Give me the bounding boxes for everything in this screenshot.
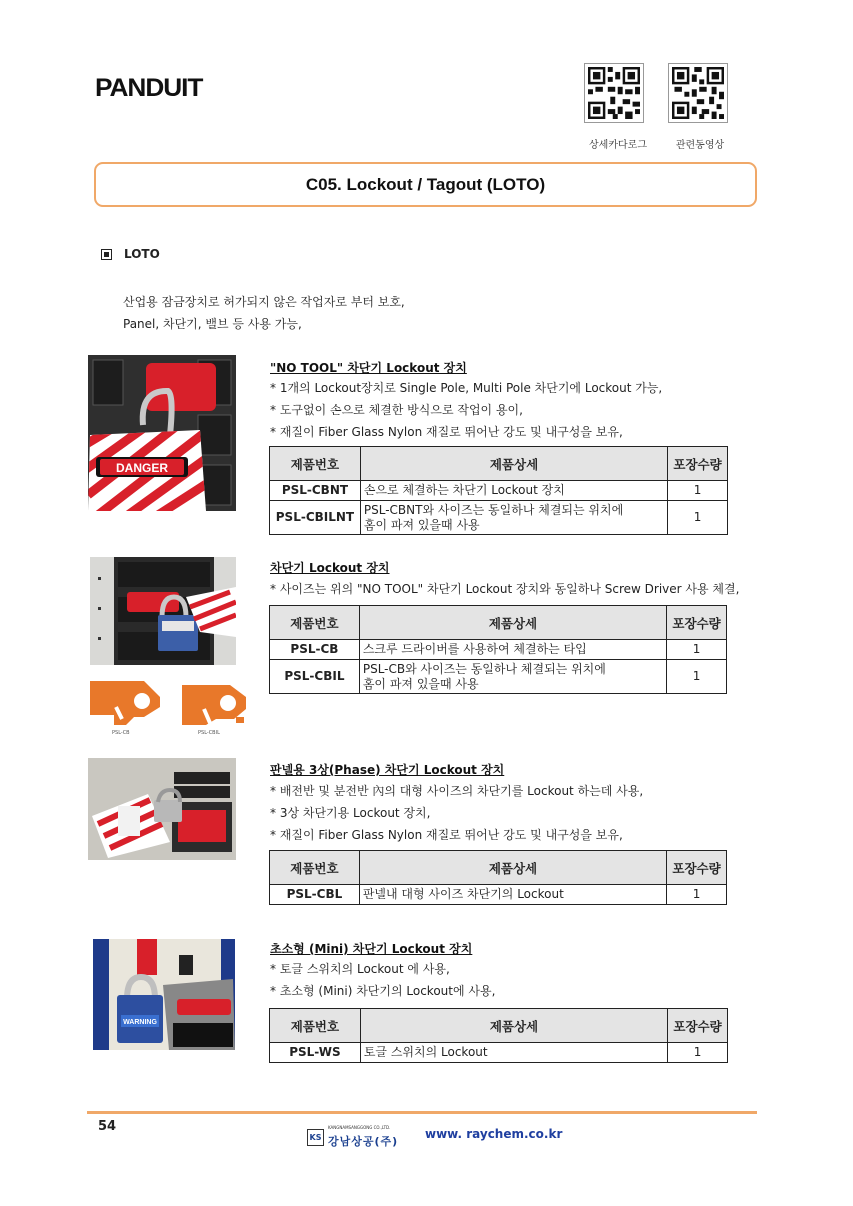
header-qty: 포장수량 xyxy=(667,606,727,640)
square-bullet-icon xyxy=(101,249,112,260)
detail-line: 홈이 파져 있을때 사용 xyxy=(363,517,480,532)
product-code: PSL-CBILNT xyxy=(270,501,361,535)
ks-mark-icon: KS xyxy=(307,1129,324,1146)
product-title: 판넬용 3상(Phase) 차단기 Lockout 장치 xyxy=(270,763,505,777)
product-code: PSL-CBNT xyxy=(270,481,361,501)
detail-line: 홈이 파져 있을때 사용 xyxy=(362,676,479,691)
header-code: 제품번호 xyxy=(270,851,360,885)
table-header-row xyxy=(270,447,728,481)
product-detail xyxy=(360,501,667,535)
product-code: PSL-CBL xyxy=(270,885,360,905)
header-detail: 제품상세 xyxy=(359,606,666,640)
product-qty: 1 xyxy=(668,501,728,535)
product-qty: 1 xyxy=(667,885,727,905)
header-detail: 제품상세 xyxy=(360,447,667,481)
table-row xyxy=(270,501,728,535)
product-title: 차단기 Lockout 장치 xyxy=(270,561,390,575)
product-qty: 1 xyxy=(667,660,727,694)
part-image-psl-cb xyxy=(86,677,166,735)
spec-table xyxy=(269,850,727,905)
section-label: LOTO xyxy=(124,247,160,261)
part-label: PSL-CBIL xyxy=(198,730,220,735)
warning-label-text: WARNING xyxy=(123,1019,157,1026)
product-detail: 토글 스위치의 Lockout xyxy=(360,1043,667,1063)
panduit-logo: PANDUIT xyxy=(95,74,203,102)
company-name-block xyxy=(328,1125,398,1149)
qr-label-video: 관련동영상 xyxy=(675,140,725,151)
page-number: 54 xyxy=(98,1119,117,1134)
bullet-line: * 배전반 및 분전반 內의 대형 사이즈의 차단기를 Lockout 하는데 사용, xyxy=(270,784,644,798)
product-code: PSL-CBIL xyxy=(270,660,360,694)
qr-code-video[interactable] xyxy=(668,63,728,123)
product-title: 초소형 (Mini) 차단기 Lockout 장치 xyxy=(270,942,473,956)
header-qty: 포장수량 xyxy=(667,851,727,885)
product-bullets xyxy=(270,958,495,1002)
product-detail: 손으로 체결하는 차단기 Lockout 장치 xyxy=(360,481,667,501)
header-code: 제품번호 xyxy=(270,1009,361,1043)
product-qty: 1 xyxy=(668,1043,728,1063)
product-code: PSL-WS xyxy=(270,1043,361,1063)
intro-line: Panel, 차단기, 밸브 등 사용 가능, xyxy=(123,317,302,331)
table-row xyxy=(270,660,727,694)
table-header-row xyxy=(270,851,727,885)
bullet-line: * 3상 차단기용 Lockout 장치, xyxy=(270,806,431,820)
company-logo xyxy=(307,1125,398,1149)
product-bullets xyxy=(270,780,643,846)
table-row xyxy=(270,640,727,660)
header-detail: 제품상세 xyxy=(360,1009,667,1043)
product-code: PSL-CB xyxy=(270,640,360,660)
product-qty: 1 xyxy=(667,640,727,660)
header-code: 제품번호 xyxy=(270,606,360,640)
bullet-line: * 토글 스위치의 Lockout 에 사용, xyxy=(270,962,450,976)
product-image-mini-lockout xyxy=(93,939,235,1050)
header-detail: 제품상세 xyxy=(359,851,666,885)
part-image-psl-cbil xyxy=(178,677,258,735)
intro-text xyxy=(123,291,405,335)
detail-line: PSL-CBNT와 사이즈는 동일하나 체결되는 위치에 xyxy=(363,502,624,517)
qr-icon xyxy=(588,67,640,119)
table-header-row xyxy=(270,1009,728,1043)
product-image-3phase-lockout xyxy=(88,758,236,860)
header-qty: 포장수량 xyxy=(668,1009,728,1043)
product-qty: 1 xyxy=(668,481,728,501)
qr-label-catalog: 상세카다로그 xyxy=(589,140,647,151)
spec-table xyxy=(269,446,728,535)
intro-line: 산업용 잠금장치로 허가되지 않은 작업자로 부터 보호, xyxy=(123,295,405,309)
bullet-line: * 초소형 (Mini) 차단기의 Lockout에 사용, xyxy=(270,984,496,998)
page-title: C05. Lockout / Tagout (LOTO) xyxy=(94,162,757,207)
header-code: 제품번호 xyxy=(270,447,361,481)
qr-code-catalog[interactable] xyxy=(584,63,644,123)
footer-divider xyxy=(87,1111,757,1114)
bullet-line: * 도구없이 손으로 체결한 방식으로 작업이 용이, xyxy=(270,403,523,417)
header-qty: 포장수량 xyxy=(668,447,728,481)
website-link[interactable]: www. raychem.co.kr xyxy=(425,1127,563,1141)
product-detail: 스크루 드라이버를 사용하여 체결하는 타입 xyxy=(359,640,666,660)
product-bullets xyxy=(270,578,739,600)
table-row xyxy=(270,885,727,905)
company-english-name: KANGNAMSANGGONG CO.,LTD. xyxy=(328,1125,391,1130)
qr-icon xyxy=(672,67,724,119)
product-detail xyxy=(359,660,666,694)
bullet-line: * 재질이 Fiber Glass Nylon 재질로 뛰어난 강도 및 내구성을 보유, xyxy=(270,425,623,439)
section-heading xyxy=(101,247,160,261)
bullet-line: * 재질이 Fiber Glass Nylon 재질로 뛰어난 강도 및 내구성을 보유, xyxy=(270,828,623,842)
spec-table xyxy=(269,605,727,694)
product-image-breaker-lockout xyxy=(90,557,236,665)
table-header-row xyxy=(270,606,727,640)
table-row xyxy=(270,1043,728,1063)
detail-line: PSL-CB와 사이즈는 동일하나 체결되는 위치에 xyxy=(362,661,606,676)
product-image-no-tool-lockout xyxy=(88,355,236,511)
danger-tag-text: DANGER xyxy=(115,461,169,475)
part-label: PSL-CB xyxy=(112,730,130,735)
product-bullets xyxy=(270,377,662,443)
company-korean-name: 강남상공(주) xyxy=(328,1135,399,1148)
table-row xyxy=(270,481,728,501)
product-title: "NO TOOL" 차단기 Lockout 장치 xyxy=(270,361,467,375)
bullet-line: * 사이즈는 위의 "NO TOOL" 차단기 Lockout 장치와 동일하나 Screw Driver 사용 체결, xyxy=(270,582,740,596)
bullet-line: * 1개의 Lockout장치로 Single Pole, Multi Pole 차단기에 Lockout 가능, xyxy=(270,381,663,395)
product-detail: 판넬내 대형 사이즈 차단기의 Lockout xyxy=(359,885,666,905)
spec-table xyxy=(269,1008,728,1063)
